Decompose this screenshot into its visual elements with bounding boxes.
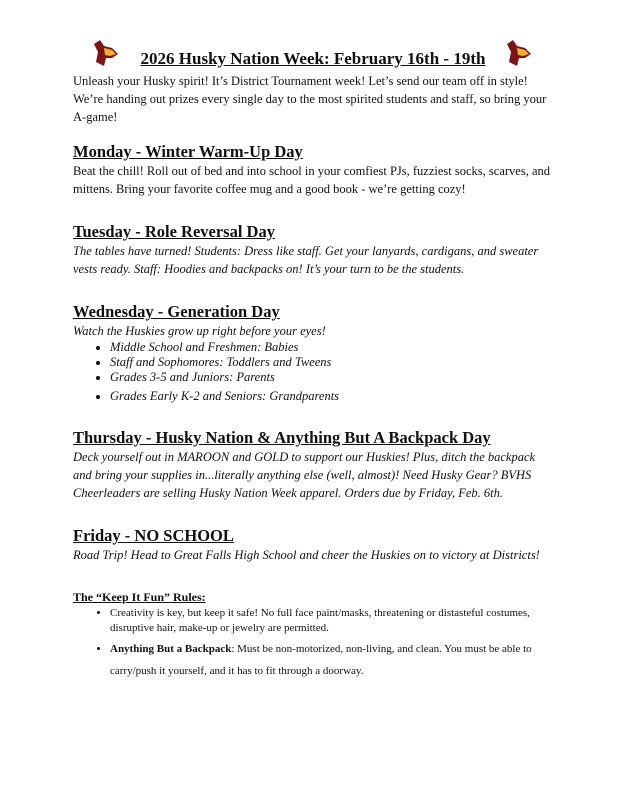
list-item: • Middle School and Freshmen: Babies <box>110 340 553 355</box>
page-title: 2026 Husky Nation Week: February 16th - 19th <box>140 49 486 68</box>
thursday-heading: Thursday - Husky Nation & Anything But A Backpack Day <box>73 428 491 447</box>
list-item: • Grades 3-5 and Juniors: Parents <box>110 370 553 385</box>
rule-item: • Creativity is key, but keep it safe! No full face paint/masks, threatening or distasteful costumes, disruptive hair, make-up or jewelry are permitted. <box>110 606 553 636</box>
wednesday-list <box>73 340 553 404</box>
rule-item-text: : Must be non-motorized, non-living, and clean. You must be able to carry/push it yourself, and it has to fit through a doorway. <box>110 643 532 677</box>
tuesday-heading: Tuesday - Role Reversal Day <box>73 222 275 241</box>
tuesday-text: The tables have turned! Students: Dress like staff. Get your lanyards, cardigans, and sweater vests ready. Staff: Hoodies and backpacks on! It’s your turn to be the students. <box>73 244 539 276</box>
rule-item <box>110 638 553 682</box>
rules-heading: The “Keep It Fun” Rules: <box>73 590 206 604</box>
monday-text: Beat the chill! Roll out of bed and into school in your comfiest PJs, fuzziest socks, scarves, and mittens. Bring your favorite coffee mug and a good book - we’re getting cozy! <box>73 164 550 196</box>
friday-text: Road Trip! Head to Great Falls High School and cheer the Huskies on to victory at Districts! <box>73 548 540 562</box>
monday-heading: Monday - Winter Warm-Up Day <box>73 142 303 161</box>
friday-heading: Friday - NO SCHOOL <box>73 526 234 545</box>
thursday-text: Deck yourself out in MAROON and GOLD to support our Huskies! Plus, ditch the backpack and bring your supplies in...literally anything else (well, almost)! Need Husky Gear? BVHS Cheerleaders are selling Husky Nation Week apparel. Orders due by Friday, Feb. 6th. <box>73 450 536 500</box>
wednesday-heading: Wednesday - Generation Day <box>73 302 280 321</box>
list-item: • Grades Early K-2 and Seniors: Grandparents <box>110 389 553 404</box>
rule-item-bold: Anything But a Backpack <box>110 643 232 655</box>
rules-list <box>73 606 553 682</box>
wednesday-text: Watch the Huskies grow up right before your eyes! <box>73 324 326 338</box>
list-item: • Staff and Sophomores: Toddlers and Tweens <box>110 355 553 370</box>
intro-text: Unleash your Husky spirit! It’s District Tournament week! Let’s send our team off in style! We’re handing out prizes every single day to the most spirited students and staff, so bring your A-game! <box>73 74 547 124</box>
